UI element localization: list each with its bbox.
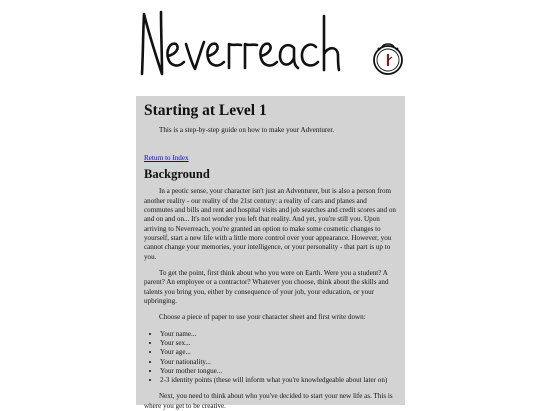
return-to-index-link[interactable]: Return to Index	[144, 154, 189, 163]
list-item: • 2-3 identity points (these will inform what you're knowledgeable about later on)	[160, 376, 397, 385]
section-heading-background: Background	[144, 167, 210, 182]
neverreach-logo-handwriting	[134, 4, 406, 90]
pocket-watch-icon	[374, 44, 402, 74]
closing-paragraph: Next, you need to think about who you've decided to start your new life as. This is where you get to be creative.	[144, 392, 393, 410]
paragraph-1: In a peotic sense, your character isn't just an Adventurer, but is also a person from another reality - our reality of the 21st century: a reality of cars and planes and commutes and bills and rent and hospital visits and job searches and credit scores and on and on and on... It's not wonder you left that reality. And yet, you're still you. Upon arriving to Neverreach, you're granted an option to make some cosmetic changes to yourself, start a new life with a little more control over your appearance. However, you cannot change your memories, your intelligence, or your personality - that part is up to you.	[144, 187, 396, 261]
list-item: • Your nationality...	[160, 358, 397, 367]
site-logo[interactable]	[134, 4, 406, 90]
page-title: Starting at Level 1	[144, 102, 267, 119]
content-panel	[136, 96, 405, 410]
paragraph-3: Choose a piece of paper to use your character sheet and first write down:	[159, 313, 366, 322]
list-item: • Your sex...	[160, 339, 397, 348]
character-sheet-list	[144, 330, 397, 385]
list-item: • Your age...	[160, 348, 397, 357]
list-item: • Your name...	[160, 330, 397, 339]
intro-text: This is a step-by-step guide on how to make your Adventurer.	[159, 125, 335, 134]
list-item: • Your mother tongue...	[160, 367, 397, 376]
paragraph-2: To get the point, first think about who you were on Earth. Were you a student? A parent? An employee or a contractor? Whatever you choose, think about the skills and talents you bring you, either by consequence of your job, your education, or your upbringing.	[144, 269, 389, 306]
